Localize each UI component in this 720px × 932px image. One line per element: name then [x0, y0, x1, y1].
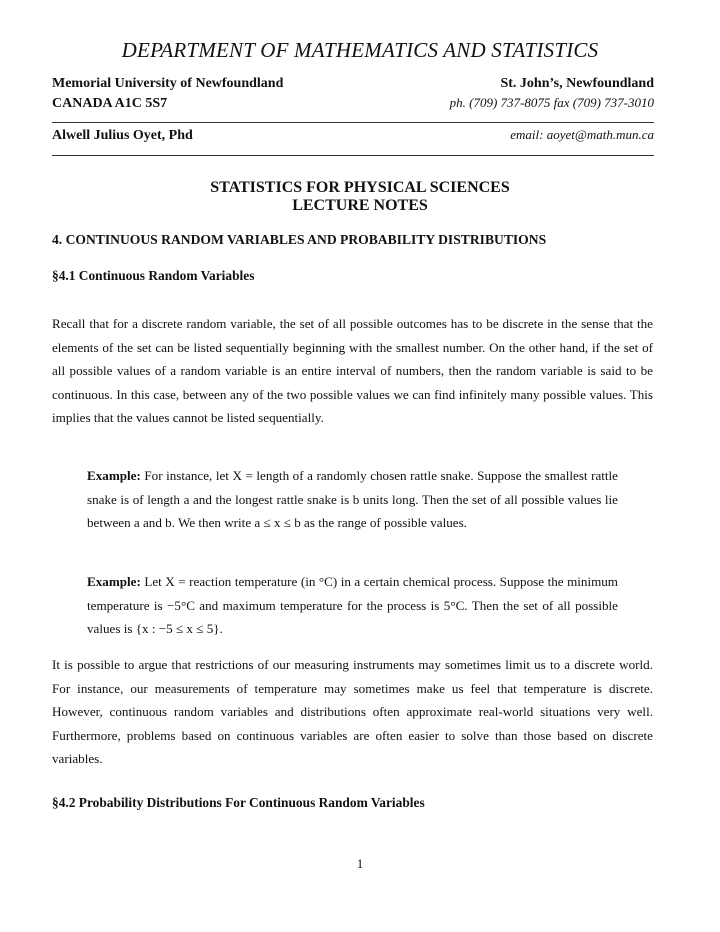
example-1-label: Example:: [87, 468, 141, 483]
address-row-1: [52, 76, 654, 92]
closing-paragraph: It is possible to argue that restrictions of our measuring instruments may sometimes limit us to a discrete world. For instance, our measurements of temperature may sometimes make us feel that temperature is discrete. However, continuous random variables and distributions often approximate real-world situations very well. Furthermore, problems based on continuous variables are often easier to solve than those based on discrete variables.: [52, 657, 653, 767]
address-row-2: [52, 95, 654, 112]
example-1: [87, 464, 618, 535]
intro-paragraph: Recall that for a discrete random variable, the set of all possible outcomes has to be discrete in the sense that the elements of the set can be listed sequentially beginning with the smallest number. On the other hand, if the set of all possible values of a random variable is an entire interval of numbers, then the random variable is said to be continuous. In this case, between any of the two possible values we can find infinitely many possible values. This implies that the values cannot be listed sequentially.: [52, 316, 653, 426]
example-2-text: Let X = reaction temperature (in °C) in a certain chemical process. Suppose the minimum temperature is −5°C and maximum temperature for the process is 5°C. Then the set of all possible values is {x : −5 ≤ x ≤ 5}.: [87, 574, 618, 637]
department-heading: DEPARTMENT OF MATHEMATICS AND STATISTICS: [121, 38, 599, 62]
example-2-label: Example:: [87, 574, 141, 589]
author-name: Alwell Julius Oyet, Phd: [52, 128, 193, 143]
example-2: [87, 570, 618, 641]
example-1-text: For instance, let X = length of a randomly chosen rattle snake. Suppose the smallest rattle snake is of length a and the longest rattle snake is b units long. Then the set of all possible values lie between a and b. We then write a ≤ x ≤ b as the range of possible values.: [87, 468, 618, 531]
phone-fax: ph. (709) 737-8075 fax (709) 737-3010: [449, 95, 654, 110]
document-title: STATISTICS FOR PHYSICAL SCIENCES: [210, 179, 510, 196]
header-rule-bottom: [52, 155, 654, 156]
page-number: 1: [356, 856, 364, 871]
section-heading-4-2: §4.2 Probability Distributions For Continuous Random Variables: [52, 795, 425, 810]
chapter-heading: 4. CONTINUOUS RANDOM VARIABLES AND PROBABILITY DISTRIBUTIONS: [52, 232, 547, 247]
author-row: [52, 127, 654, 144]
section-heading-4-1: §4.1 Continuous Random Variables: [52, 268, 255, 283]
postal-address: CANADA A1C 5S7: [52, 96, 168, 111]
document-subtitle: LECTURE NOTES: [292, 197, 428, 214]
author-email: email: aoyet@math.mun.ca: [510, 127, 654, 142]
university-name: Memorial University of Newfoundland: [52, 76, 284, 91]
header-rule-top: [52, 122, 654, 123]
city-name: St. John’s, Newfoundland: [500, 76, 654, 91]
